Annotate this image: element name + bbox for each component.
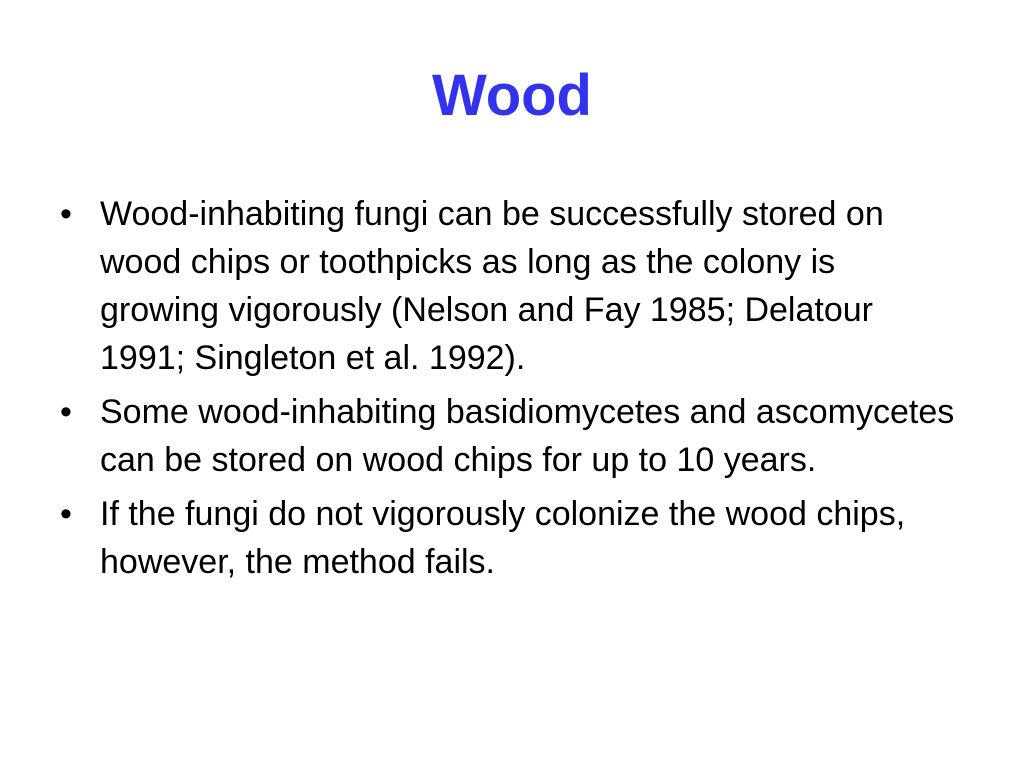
bullet-list xyxy=(58,190,958,592)
bullet-text: Wood-inhabiting fungi can be successfully stored on wood chips or toothpicks as long as the colony is growing vigorously (Nelson and Fay 1985; Delatour 1991; Singleton et al. 1992). xyxy=(100,195,884,377)
bullet-text: Some wood-inhabiting basidiomycetes and ascomycetes can be stored on wood chips for up to 10 years. xyxy=(100,393,955,479)
bullet-marker: • xyxy=(60,495,72,533)
bullet-item xyxy=(58,490,958,586)
bullet-text: If the fungi do not vigorously colonize the wood chips, however, the method fails. xyxy=(100,495,906,581)
bullet-marker: • xyxy=(60,195,72,233)
slide-title: Wood xyxy=(432,63,592,128)
bullet-marker: • xyxy=(60,393,72,431)
bullet-item xyxy=(58,190,958,382)
bullet-item xyxy=(58,388,958,484)
